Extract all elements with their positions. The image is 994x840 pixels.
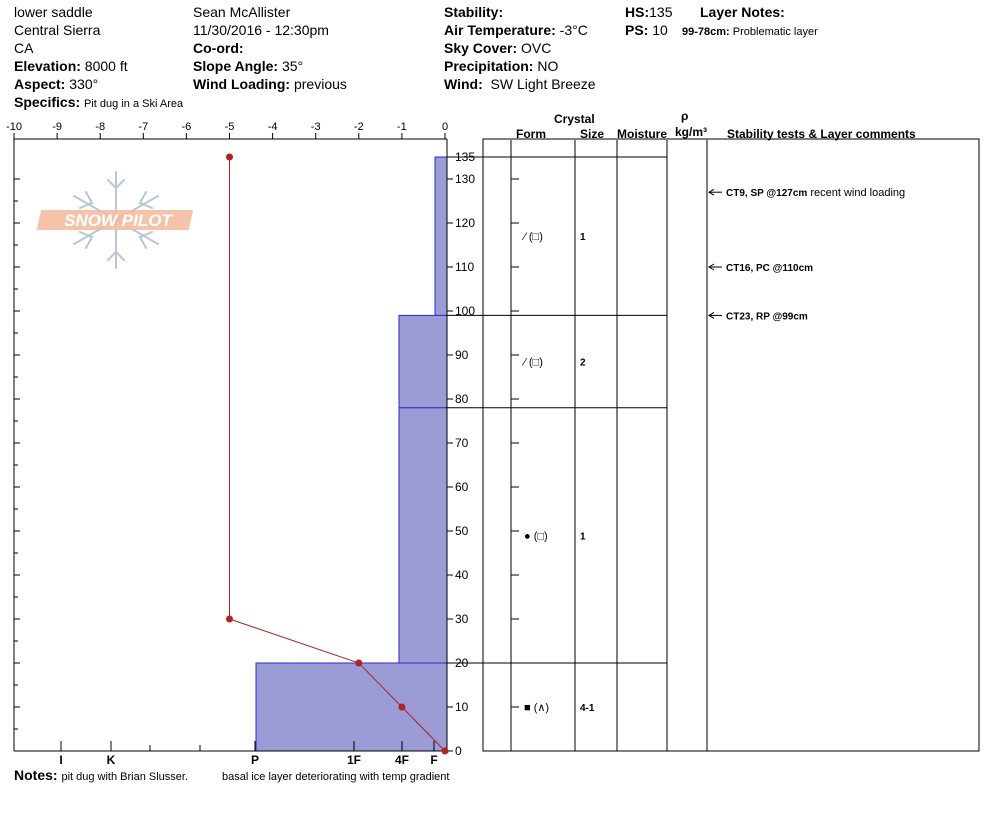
hardness-label: 1F — [346, 753, 362, 767]
coord-label: Co-ord: — [193, 40, 244, 56]
layer-table-frame — [483, 139, 979, 751]
location-name: lower saddle — [14, 4, 93, 20]
depth-tick-label: 10 — [455, 700, 469, 714]
stability-test — [726, 263, 813, 274]
col-rho: ρ — [681, 109, 689, 123]
air-temp-label: Air Temperature: — [444, 22, 556, 38]
layer-form: ● (□) — [524, 530, 548, 543]
layer-form: ■ (∧) — [524, 702, 550, 714]
depth-tick-label: 30 — [455, 612, 469, 626]
layer-note — [682, 24, 818, 40]
notes-text-1: pit dug with Brian Slusser. — [61, 771, 189, 783]
wind — [444, 76, 596, 92]
state-name: CA — [14, 40, 34, 56]
precipitation — [444, 58, 558, 74]
hardness-label: P — [250, 753, 260, 767]
stability-test-label: CT16, PC @110cm — [726, 263, 814, 274]
temp-tick-label: -3 — [310, 121, 321, 133]
slope-value: 35° — [281, 58, 304, 74]
stability-arrowhead — [709, 264, 714, 270]
col-form: Form — [516, 127, 546, 141]
depth-tick-label: 70 — [455, 436, 469, 450]
hardness-label: I — [59, 753, 63, 767]
observer: Sean McAllister — [193, 4, 291, 20]
logo-text: SNOW PILOT — [64, 211, 172, 230]
temp-tick-label: -4 — [267, 121, 278, 133]
stability-test-label: CT9, SP @127cm — [726, 188, 808, 200]
depth-tick-label: 120 — [455, 216, 476, 230]
specifics — [14, 94, 183, 112]
layer-note-range: 99-78cm: — [682, 26, 730, 38]
depth-tick-label: 50 — [455, 524, 469, 538]
hardness-bar — [399, 315, 447, 407]
notes-text-2: basal ice layer deteriorating with temp gradient — [222, 771, 450, 783]
stability-test-comment: recent wind loading — [807, 187, 906, 200]
wind-label: Wind: — [444, 76, 483, 92]
depth-tick-label: 110 — [455, 260, 475, 274]
depth-tick-label: 130 — [455, 172, 476, 186]
ps — [625, 22, 668, 38]
wind-loading — [193, 76, 347, 92]
hs-value: 135 — [649, 4, 673, 20]
temp-tick-label: -5 — [224, 121, 235, 133]
notes — [14, 767, 188, 785]
depth-tick-label: 100 — [455, 304, 476, 318]
depth-tick-label: 90 — [455, 348, 469, 362]
specifics-value: Pit dug in a Ski Area — [84, 98, 184, 110]
depth-tick-label: 60 — [455, 480, 469, 494]
stability-arrowhead — [709, 189, 714, 195]
snowpilot-logo — [36, 168, 196, 272]
temp-tick-label: -10 — [6, 121, 22, 133]
aspect-value: 330° — [69, 76, 99, 92]
temp-tick-label: -9 — [52, 121, 62, 133]
hardness-label: F — [430, 753, 438, 767]
elevation-value: 8000 ft — [84, 58, 128, 74]
layer-form: ⁄ (□) — [524, 356, 543, 369]
hardness-label: 4F — [394, 753, 410, 767]
depth-tick-label: 20 — [455, 656, 469, 670]
wind-loading-label: Wind Loading: — [193, 76, 291, 92]
col-crystal: Crystal — [554, 112, 595, 126]
notes-label: Notes: — [14, 767, 58, 783]
hardness-bar — [399, 408, 447, 663]
col-moisture: Moisture — [617, 127, 668, 141]
sky-label: Sky Cover: — [444, 40, 518, 56]
temp-tick-label: -1 — [397, 121, 407, 133]
temp-tick-label: -7 — [138, 121, 149, 133]
layer-size: 4-1 — [580, 703, 595, 714]
layer-size: 1 — [580, 531, 586, 543]
air-temp-value: -3°C — [559, 22, 588, 38]
wind-value: SW Light Breeze — [490, 76, 596, 92]
elevation-label: Elevation: — [14, 58, 81, 74]
layer-size: 1 — [580, 232, 586, 244]
layer-notes-label: Layer Notes: — [700, 4, 785, 20]
stability-arrowhead — [709, 312, 714, 318]
temperature-point — [226, 154, 233, 161]
temperature-point — [398, 704, 405, 711]
layer-size: 2 — [580, 357, 586, 369]
stability-test — [726, 187, 905, 199]
layer-note-text: Problematic layer — [732, 26, 818, 38]
temperature-point — [442, 748, 449, 755]
stability-test-label: CT23, RP @99cm — [726, 311, 808, 323]
depth-tick-label: 135 — [455, 150, 476, 164]
temp-tick-label: -8 — [95, 121, 106, 133]
sky-value: OVC — [521, 40, 552, 56]
hs-label: HS: — [625, 4, 650, 20]
specifics-label: Specifics: — [14, 94, 81, 110]
hardness-label: K — [106, 753, 116, 767]
stability-label: Stability: — [444, 4, 504, 20]
temp-tick-label: 0 — [441, 121, 449, 133]
col-density-unit: kg/m³ — [675, 125, 708, 139]
hardness-bar — [435, 157, 447, 315]
depth-tick-label: 0 — [455, 744, 462, 758]
aspect-label: Aspect: — [14, 76, 66, 92]
datetime: 11/30/2016 - 12:30pm — [193, 22, 329, 38]
temperature-line — [230, 157, 446, 751]
hardness-bar — [256, 663, 447, 751]
hs — [625, 4, 672, 20]
temperature-point — [226, 616, 233, 623]
col-stability: Stability tests & Layer comments — [727, 127, 916, 141]
aspect — [14, 76, 98, 92]
temperature-point — [355, 660, 362, 667]
sky-cover — [444, 40, 551, 56]
layer-form: ⁄ (□) — [524, 231, 543, 244]
slope-label: Slope Angle: — [193, 58, 279, 74]
range-name: Central Sierra — [14, 22, 101, 38]
precip-label: Precipitation: — [444, 58, 534, 74]
elevation — [14, 58, 128, 74]
ps-value: 10 — [652, 22, 668, 38]
depth-tick-label: 80 — [455, 392, 469, 406]
stability-test — [726, 311, 808, 322]
depth-tick-label: 40 — [455, 568, 469, 582]
temp-tick-label: -2 — [353, 121, 364, 133]
col-size: Size — [580, 127, 605, 141]
ps-label: PS: — [625, 22, 649, 38]
slope-angle — [193, 58, 303, 74]
temp-tick-label: -6 — [181, 121, 192, 133]
precip-value: NO — [537, 58, 559, 74]
wind-loading-value: previous — [293, 76, 347, 92]
air-temperature — [444, 22, 588, 38]
